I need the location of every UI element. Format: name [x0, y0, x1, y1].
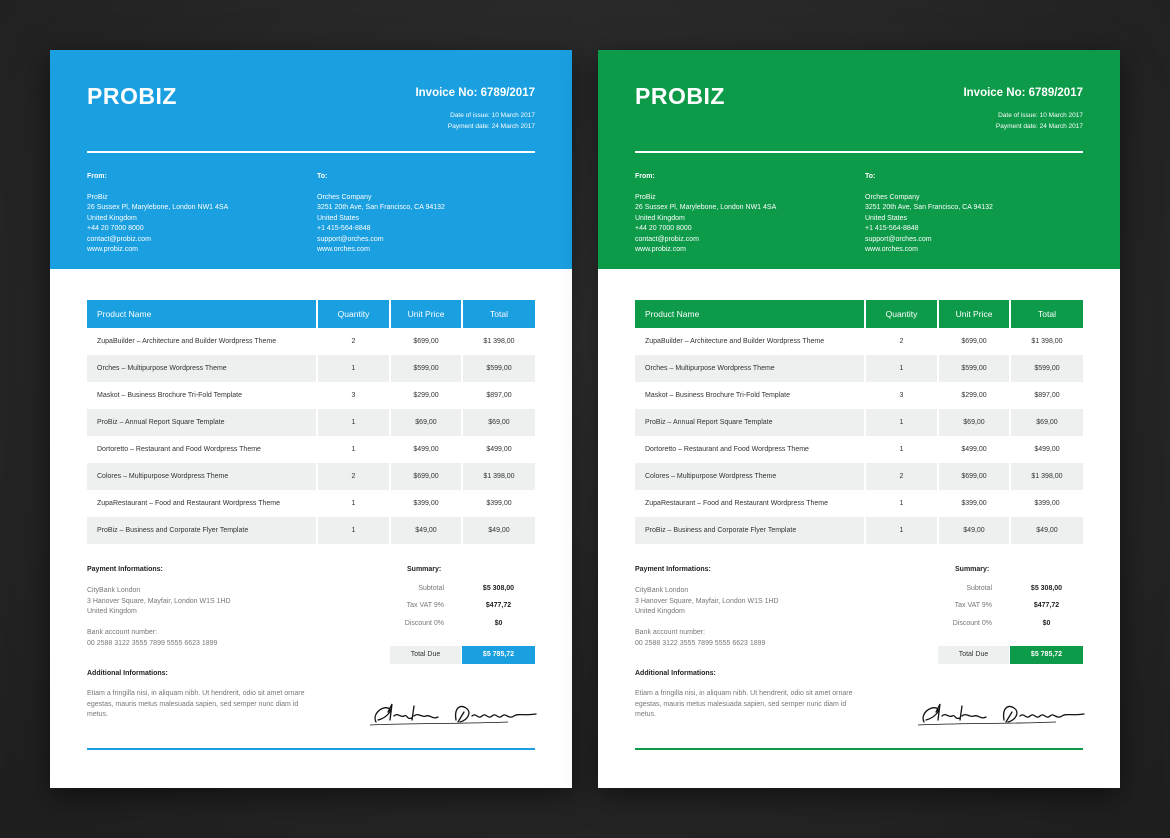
payment-date: Payment date: 24 March 2017 — [995, 123, 1083, 130]
items-table — [87, 300, 535, 544]
cell-product-name: ZupaRestaurant – Food and Restaurant Wordpress Theme — [635, 490, 865, 517]
cell-unit-price: $49,00 — [390, 517, 462, 544]
header-quantity: Quantity — [865, 300, 938, 328]
cell-product-name: Orches – Multipurpose Wordpress Theme — [635, 355, 865, 382]
payment-title: Payment Informations: — [635, 566, 711, 573]
cell-quantity: 1 — [317, 355, 390, 382]
cell-unit-price: $69,00 — [390, 409, 462, 436]
bank-line: CityBank London — [87, 587, 141, 594]
to-line: support@orches.com — [865, 235, 932, 243]
cell-quantity: 3 — [865, 382, 938, 409]
bank-account — [635, 628, 765, 649]
payment-date: Payment date: 24 March 2017 — [447, 123, 535, 130]
cell-product-name: ZupaBuilder – Architecture and Builder Wordpress Theme — [87, 328, 317, 355]
table-row — [87, 328, 535, 355]
cell-quantity: 1 — [865, 409, 938, 436]
from-label: From: — [87, 173, 107, 180]
to-line: 3251 20th Ave, San Francisco, CA 94132 — [317, 204, 445, 211]
to-line: www.orches.com — [865, 246, 918, 253]
summary-subtotal-row — [938, 581, 1083, 599]
cell-unit-price: $699,00 — [938, 328, 1010, 355]
cell-total: $499,00 — [486, 446, 512, 453]
total-due-row — [390, 646, 535, 664]
from-line: www.probiz.com — [635, 246, 686, 253]
cell-unit-price: $599,00 — [390, 355, 462, 382]
to-line: Orches Company — [317, 193, 372, 201]
from-line: www.probiz.com — [87, 246, 138, 253]
to-block — [317, 172, 445, 256]
cell-unit-price: $599,00 — [938, 355, 1010, 382]
cell-total: $1 398,00 — [462, 463, 535, 490]
additional-text: Etiam a fringilla nisi, in aliquam nibh. Ut hendrerit, odio sit amet ornare egestas, mauris metus malesuada sapien, sed semper nunc diam id metus. — [87, 690, 305, 718]
cell-total: $399,00 — [1034, 500, 1060, 507]
signature-image — [368, 698, 538, 728]
cell-quantity: 1 — [317, 436, 390, 463]
cell-product-name: ZupaBuilder – Architecture and Builder Wordpress Theme — [635, 328, 865, 355]
cell-quantity: 1 — [865, 436, 938, 463]
cell-quantity: 1 — [865, 517, 938, 544]
additional-title: Additional Informations: — [87, 670, 168, 677]
cell-quantity: 1 — [317, 409, 390, 436]
total-due-label: Total Due — [938, 646, 1009, 664]
header-unit-price: Unit Price — [938, 300, 1010, 328]
tax-label: Tax VAT 9% — [954, 602, 992, 609]
summary-title: Summary: — [955, 566, 990, 573]
subtotal-label: Subtotal — [418, 585, 444, 592]
invoice-number: Invoice No: 6789/2017 — [963, 87, 1083, 99]
from-label: From: — [635, 173, 655, 180]
table-row — [87, 463, 535, 490]
cell-product-name: ProBiz – Business and Corporate Flyer Template — [87, 517, 317, 544]
cell-total: $897,00 — [486, 392, 512, 399]
to-line: United States — [865, 214, 908, 222]
cell-total: $599,00 — [462, 355, 535, 382]
date-of-issue: Date of issue: 10 March 2017 — [450, 112, 535, 119]
cell-total: $399,00 — [486, 500, 512, 507]
cell-quantity: 1 — [865, 490, 938, 517]
cell-unit-price: $499,00 — [938, 436, 1010, 463]
table-row — [87, 382, 535, 409]
cell-product-name: ProBiz – Annual Report Square Template — [87, 409, 317, 436]
payment-title: Payment Informations: — [87, 566, 163, 573]
summary-discount-row — [938, 616, 1083, 634]
date-of-issue: Date of issue: 10 March 2017 — [998, 112, 1083, 119]
cell-unit-price: $399,00 — [390, 490, 462, 517]
from-line: +44 20 7000 8000 — [635, 225, 692, 232]
subtotal-value: $5 308,00 — [1030, 585, 1063, 592]
from-line: ProBiz — [87, 193, 108, 201]
total-due-label: Total Due — [390, 646, 461, 664]
invoice-header — [50, 50, 572, 269]
table-header-row — [87, 300, 535, 328]
table-row — [635, 355, 1083, 382]
cell-product-name: ProBiz – Business and Corporate Flyer Template — [635, 517, 865, 544]
cell-unit-price: $299,00 — [390, 382, 462, 409]
from-block — [635, 172, 776, 256]
bank-line: 3 Hanover Square, Mayfair, London W1S 1HD — [635, 597, 779, 605]
discount-value: $0 — [1042, 620, 1051, 627]
from-line: contact@probiz.com — [635, 235, 699, 243]
cell-product-name: Dortoretto – Restaurant and Food Wordpress Theme — [635, 436, 865, 463]
total-due-row — [938, 646, 1083, 664]
bank-line: 3 Hanover Square, Mayfair, London W1S 1HD — [87, 597, 231, 605]
table-row — [635, 436, 1083, 463]
cell-total: $49,00 — [1010, 517, 1083, 544]
from-line: ProBiz — [635, 193, 656, 201]
header-total: Total — [1010, 300, 1083, 328]
cell-total: $897,00 — [1034, 392, 1060, 399]
bank-line: United Kingdom — [635, 608, 685, 615]
tax-value: $477,72 — [1033, 602, 1060, 609]
account-label: Bank account number: — [635, 629, 706, 636]
to-label: To: — [317, 173, 328, 180]
items-table — [635, 300, 1083, 544]
account-label: Bank account number: — [87, 629, 158, 636]
from-block — [87, 172, 228, 256]
header-product-name: Product Name — [87, 300, 317, 328]
cell-total: $599,00 — [1010, 355, 1083, 382]
from-line: United Kingdom — [635, 214, 685, 222]
header-divider — [635, 151, 1083, 153]
cell-unit-price: $699,00 — [390, 328, 462, 355]
cell-quantity: 1 — [317, 517, 390, 544]
from-line: 26 Sussex Pl, Marylebone, London NW1 4SA — [87, 204, 229, 211]
cell-product-name: ZupaRestaurant – Food and Restaurant Wordpress Theme — [87, 490, 317, 517]
header-unit-price: Unit Price — [390, 300, 462, 328]
subtotal-label: Subtotal — [966, 585, 992, 592]
table-row — [635, 517, 1083, 544]
cell-product-name: Dortoretto – Restaurant and Food Wordpress Theme — [87, 436, 317, 463]
additional-title: Additional Informations: — [635, 670, 716, 677]
header-product-name: Product Name — [635, 300, 865, 328]
summary-tax-row — [938, 598, 1083, 616]
invoice-number: Invoice No: 6789/2017 — [415, 87, 535, 99]
cell-quantity: 1 — [865, 355, 938, 382]
table-row — [87, 490, 535, 517]
table-row — [635, 382, 1083, 409]
cell-product-name: Maskot – Business Brochure Tri-Fold Template — [87, 382, 317, 409]
account-number: 00 2588 3122 3555 7899 5555 6623 1899 — [635, 639, 766, 647]
cell-quantity: 2 — [865, 463, 938, 490]
total-due-value: $5 785,72 — [1010, 646, 1083, 664]
header-quantity: Quantity — [317, 300, 390, 328]
table-row — [87, 355, 535, 382]
company-logo: PROBIZ — [635, 83, 725, 109]
cell-unit-price: $399,00 — [938, 490, 1010, 517]
cell-quantity: 3 — [317, 382, 390, 409]
cell-total: $69,00 — [1010, 409, 1083, 436]
subtotal-value: $5 308,00 — [482, 585, 515, 592]
cell-product-name: Maskot – Business Brochure Tri-Fold Template — [635, 382, 865, 409]
table-body — [87, 328, 535, 544]
footer-divider — [87, 748, 535, 750]
cell-unit-price: $699,00 — [390, 463, 462, 490]
to-label: To: — [865, 173, 876, 180]
to-line: +1 415-564-8848 — [865, 225, 919, 232]
cell-product-name: Colores – Multipurpose Wordpress Theme — [635, 463, 865, 490]
cell-quantity: 2 — [317, 463, 390, 490]
bank-line: United Kingdom — [87, 608, 137, 615]
to-line: 3251 20th Ave, San Francisco, CA 94132 — [865, 204, 993, 211]
invoice-sheet-green — [598, 50, 1120, 788]
cell-product-name: ProBiz – Annual Report Square Template — [635, 409, 865, 436]
discount-label: Discount 0% — [952, 620, 992, 627]
to-block — [865, 172, 993, 256]
cell-unit-price: $699,00 — [938, 463, 1010, 490]
cell-total: $69,00 — [462, 409, 535, 436]
discount-value: $0 — [494, 620, 503, 627]
summary-subtotal-row — [390, 581, 535, 599]
cell-unit-price: $49,00 — [938, 517, 1010, 544]
table-body — [635, 328, 1083, 544]
cell-quantity: 1 — [317, 490, 390, 517]
invoice-dates — [448, 110, 535, 132]
table-row — [635, 490, 1083, 517]
cell-unit-price: $499,00 — [390, 436, 462, 463]
cell-total: $1 398,00 — [1010, 463, 1083, 490]
cell-total: $499,00 — [1034, 446, 1060, 453]
to-line: support@orches.com — [317, 235, 384, 243]
account-number: 00 2588 3122 3555 7899 5555 6623 1899 — [87, 639, 218, 647]
table-header-row — [635, 300, 1083, 328]
bank-line: CityBank London — [635, 587, 689, 594]
additional-text: Etiam a fringilla nisi, in aliquam nibh. Ut hendrerit, odio sit amet ornare egestas, mauris metus malesuada sapien, sed semper nunc diam id metus. — [635, 690, 853, 718]
header-divider — [87, 151, 535, 153]
table-row — [635, 463, 1083, 490]
summary-tax-row — [390, 598, 535, 616]
cell-total: $1 398,00 — [1031, 338, 1063, 345]
bank-address — [635, 586, 779, 618]
from-line: United Kingdom — [87, 214, 137, 222]
table-row — [87, 517, 535, 544]
cell-total: $49,00 — [462, 517, 535, 544]
cell-unit-price: $299,00 — [938, 382, 1010, 409]
cell-quantity: 2 — [865, 328, 938, 355]
table-row — [635, 328, 1083, 355]
tax-value: $477,72 — [485, 602, 512, 609]
invoice-dates — [996, 110, 1083, 132]
signature-image — [916, 698, 1086, 728]
to-line: United States — [317, 214, 360, 222]
discount-label: Discount 0% — [404, 620, 444, 627]
table-row — [87, 436, 535, 463]
invoice-header — [598, 50, 1120, 269]
total-due-value: $5 785,72 — [462, 646, 535, 664]
header-total: Total — [462, 300, 535, 328]
from-line: contact@probiz.com — [87, 235, 151, 243]
from-line: +44 20 7000 8000 — [87, 225, 144, 232]
footer-divider — [635, 748, 1083, 750]
table-row — [635, 409, 1083, 436]
cell-total: $1 398,00 — [483, 338, 515, 345]
invoice-sheet-blue — [50, 50, 572, 788]
cell-product-name: Orches – Multipurpose Wordpress Theme — [87, 355, 317, 382]
cell-unit-price: $69,00 — [938, 409, 1010, 436]
summary-title: Summary: — [407, 566, 442, 573]
bank-address — [87, 586, 231, 618]
cell-quantity: 2 — [317, 328, 390, 355]
table-row — [87, 409, 535, 436]
to-line: Orches Company — [865, 193, 920, 201]
from-line: 26 Sussex Pl, Marylebone, London NW1 4SA — [635, 204, 777, 211]
cell-product-name: Colores – Multipurpose Wordpress Theme — [87, 463, 317, 490]
company-logo: PROBIZ — [87, 83, 177, 109]
to-line: www.orches.com — [317, 246, 370, 253]
bank-account — [87, 628, 217, 649]
summary-discount-row — [390, 616, 535, 634]
tax-label: Tax VAT 9% — [406, 602, 444, 609]
to-line: +1 415-564-8848 — [317, 225, 371, 232]
